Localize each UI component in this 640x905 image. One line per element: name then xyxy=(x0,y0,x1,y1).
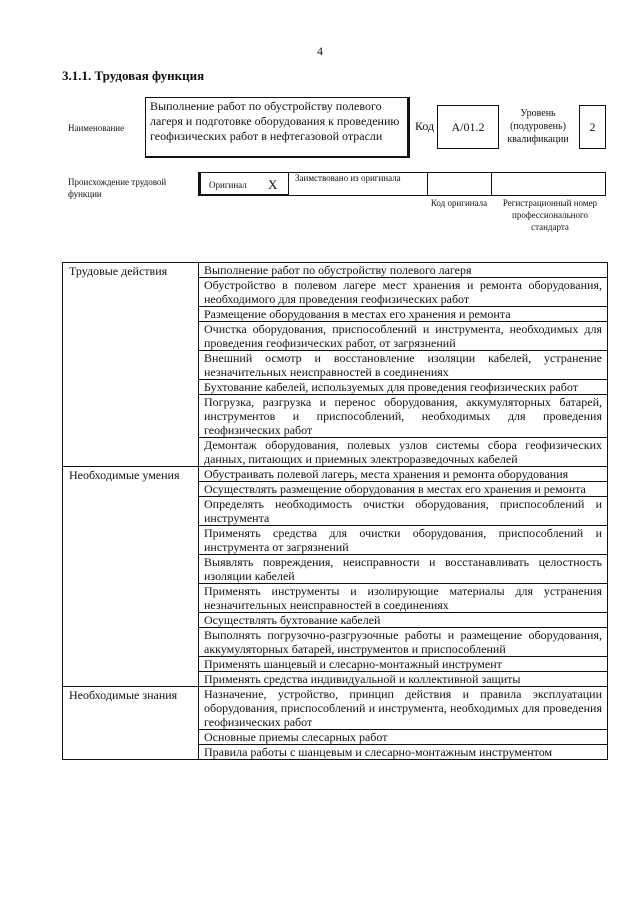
section-title: 3.1.1. Трудовая функция xyxy=(62,68,205,83)
required-skills-item: Осуществлять бухтование кабелей xyxy=(199,613,608,628)
original-cell xyxy=(199,173,289,195)
borrowed-label: Заимствовано из оригинала xyxy=(295,173,401,183)
labor-actions-item: Выполнение работ по обустройству полевого лагеря xyxy=(199,263,608,278)
required-skills-item: Выполнять погрузочно-разгрузочные работы и размещение оборудования, аккумуляторных батарей, инструментов и приспособлений xyxy=(199,628,608,657)
required-knowledge-item: Правила работы с шанцевым и слесарно-монтажным инструментом xyxy=(199,745,608,760)
labor-actions-item: Погрузка, разгрузка и перенос оборудования, аккумуляторных батарей, инструментов и приспособлений, необходимых для проведения геофизических работ xyxy=(199,395,608,438)
code-label: Код xyxy=(415,119,435,133)
required-knowledge-item: Назначение, устройство, принцип действия и правила эксплуатации оборудования, приспособлений и инструмента, необходимых для проведения геофизических работ xyxy=(199,687,608,730)
table-row xyxy=(63,687,608,730)
labor-actions-item: Размещение оборудования в местах его хранения и ремонта xyxy=(199,307,608,322)
labor-actions-item: Внешний осмотр и восстановление изоляции кабелей, устранение незначительных неисправностей в соединениях xyxy=(199,351,608,380)
required-skills-item: Обустраивать полевой лагерь, места хранения и ремонта оборудования xyxy=(199,467,608,482)
original-label: Оригинал xyxy=(209,180,247,190)
page-number: 4 xyxy=(317,44,323,58)
table-row xyxy=(63,263,608,278)
name-label: Наименование xyxy=(68,123,125,133)
required-knowledge-header: Необходимые знания xyxy=(63,687,199,760)
borrowed-cell xyxy=(289,173,428,195)
required-skills-header: Необходимые умения xyxy=(63,467,199,687)
reg-number-caption: Регистрационный номер профессионального стандарта xyxy=(502,198,598,232)
required-skills-item: Применять инструменты и изолирующие материалы для устранения незначительных неисправностей в соединениях xyxy=(199,584,608,613)
table-row xyxy=(63,467,608,482)
required-knowledge-item: Основные приемы слесарных работ xyxy=(199,730,608,745)
labor-actions-header: Трудовые действия xyxy=(63,263,199,467)
level-label: Уровень (подуровень) квалификации xyxy=(507,107,569,145)
function-details-table xyxy=(62,262,608,760)
function-name: Выполнение работ по обустройству полевого лагеря и подготовке оборудования к проведению геофизических работ в нефтегазовой отрасли xyxy=(150,99,400,143)
level-value: 2 xyxy=(589,119,596,134)
origin-label: Происхождение трудовой функции xyxy=(68,177,167,199)
origin-box xyxy=(198,172,606,196)
original-mark: X xyxy=(268,177,278,192)
required-skills-item: Определять необходимость очистки оборудования, приспособлений и инструмента xyxy=(199,497,608,526)
labor-actions-item: Очистка оборудования, приспособлений и инструмента, необходимых для проведения геофизических работ, от загрязнений xyxy=(199,322,608,351)
level-value-box xyxy=(579,105,606,149)
required-skills-item: Применять средства индивидуальной и коллективной защиты xyxy=(199,672,608,687)
required-skills-item: Применять средства для очистки оборудования, приспособлений и инструмента от загрязнений xyxy=(199,526,608,555)
required-skills-item: Применять шанцевый и слесарно-монтажный инструмент xyxy=(199,657,608,672)
code-original-cell xyxy=(428,173,492,195)
labor-actions-item: Обустройство в полевом лагере мест хранения и ремонта оборудования, необходимого для проведения геофизических работ xyxy=(199,278,608,307)
code-value-box xyxy=(437,105,499,149)
required-skills-item: Выявлять повреждения, неисправности и восстанавливать целостность изоляции кабелей xyxy=(199,555,608,584)
labor-actions-item: Бухтование кабелей, используемых для проведения геофизических работ xyxy=(199,380,608,395)
function-name-box xyxy=(145,97,410,158)
code-original-caption: Код оригинала xyxy=(430,198,488,208)
code-value: A/01.2 xyxy=(451,119,485,134)
required-skills-item: Осуществлять размещение оборудования в местах его хранения и ремонта xyxy=(199,482,608,497)
labor-actions-item: Демонтаж оборудования, полевых узлов системы сбора геофизических данных, питающих и приемных электроразведочных кабелей xyxy=(199,438,608,467)
